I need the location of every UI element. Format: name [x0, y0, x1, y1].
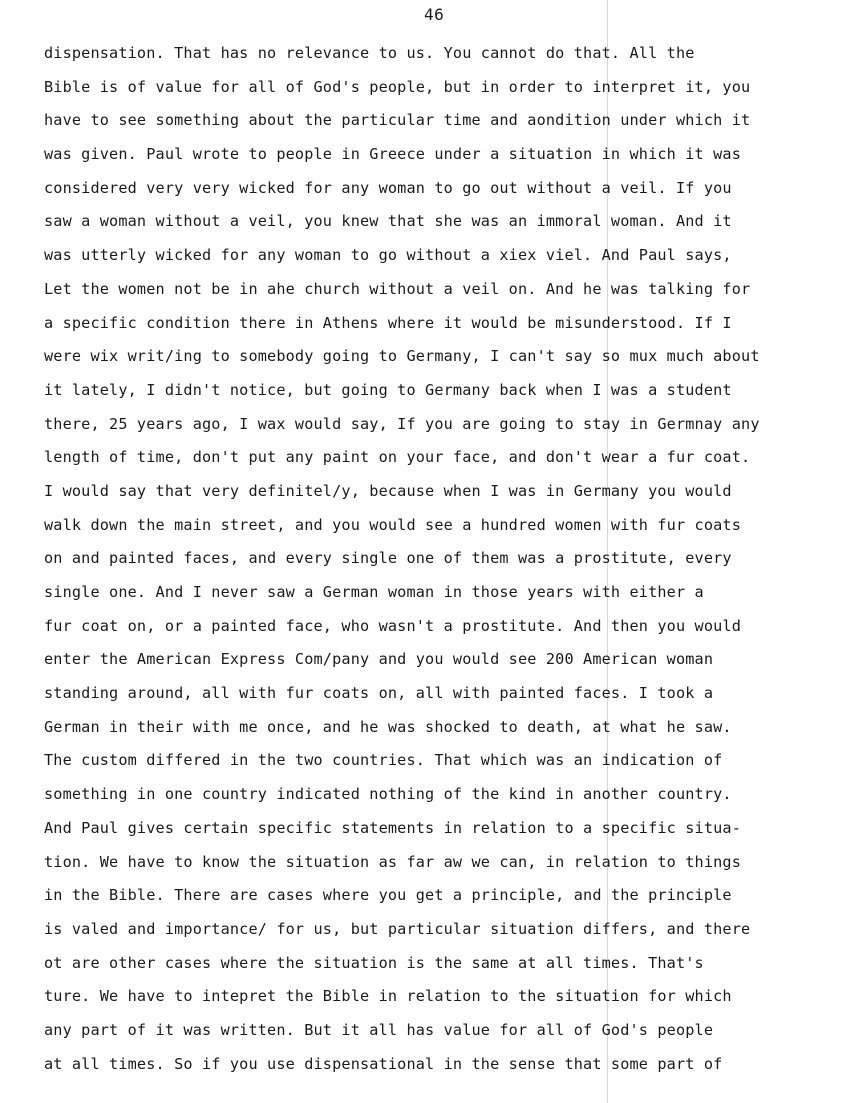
text-line: any part of it was written. But it all has value for all of God's people	[44, 1020, 714, 1039]
text-line: ot are other cases where the situation is the same at all times. That's	[44, 953, 704, 972]
text-line: Let the women not be in ahe church without a veil on. And he was talking for	[44, 279, 751, 298]
text-line: is valed and importance/ for us, but particular situation differs, and there	[44, 919, 751, 938]
text-line: was given. Paul wrote to people in Greece under a situation in which it was	[44, 145, 742, 164]
text-line: fur coat on, or a painted face, who wasn't a prostitute. And then you would	[44, 616, 742, 635]
text-line: walk down the main street, and you would see a hundred women with fur coats	[44, 515, 742, 534]
text-line: tion. We have to know the situation as far aw we can, in relation to things	[44, 852, 742, 871]
body-text	[44, 40, 760, 1084]
text-line: The custom differed in the two countries. That which was an indication of	[44, 751, 723, 770]
text-line: And Paul gives certain specific statements in relation to a specific situa-	[44, 818, 742, 837]
text-line: in the Bible. There are cases where you get a principle, and the principle	[44, 886, 732, 905]
text-line: considered very very wicked for any woman to go out without a veil. If you	[44, 178, 732, 197]
text-line: a specific condition there in Athens where it would be misunderstood. If I	[44, 313, 732, 332]
text-line: length of time, don't put any paint on your face, and don't wear a fur coat.	[44, 448, 751, 467]
text-line: Bible is of value for all of God's people, but in order to interpret it, you	[44, 77, 751, 96]
text-line: have to see something about the particular time and aondition under which it	[44, 111, 751, 130]
text-line: I would say that very definitel/y, because when I was in Germany you would	[44, 481, 732, 500]
text-line: dispensation. That has no relevance to us. You cannot do that. All the	[44, 44, 695, 62]
text-line: on and painted faces, and every single one of them was a prostitute, every	[44, 549, 732, 568]
text-line: at all times. So if you use dispensational in the sense that some part of	[44, 1054, 723, 1073]
text-line: it lately, I didn't notice, but going to Germany back when I was a student	[44, 380, 732, 399]
text-line: enter the American Express Com/pany and you would see 200 American woman	[44, 650, 714, 669]
text-line: was utterly wicked for any woman to go without a xiex viel. And Paul says,	[44, 246, 732, 265]
page-number: 46	[424, 5, 445, 24]
text-line: standing around, all with fur coats on, all with painted faces. I took a	[44, 684, 714, 703]
text-line: were wix writ/ing to somebody going to Germany, I can't say so mux much about	[44, 347, 760, 366]
text-line: ture. We have to intepret the Bible in relation to the situation for which	[44, 987, 732, 1006]
text-line: saw a woman without a veil, you knew that she was an immoral woman. And it	[44, 212, 732, 231]
text-line: there, 25 years ago, I wax would say, If you are going to stay in Germnay any	[44, 414, 760, 433]
text-line: single one. And I never saw a German woman in those years with either a	[44, 583, 704, 601]
text-line: German in their with me once, and he was shocked to death, at what he saw.	[44, 717, 732, 736]
text-line: something in one country indicated nothing of the kind in another country.	[44, 785, 732, 804]
